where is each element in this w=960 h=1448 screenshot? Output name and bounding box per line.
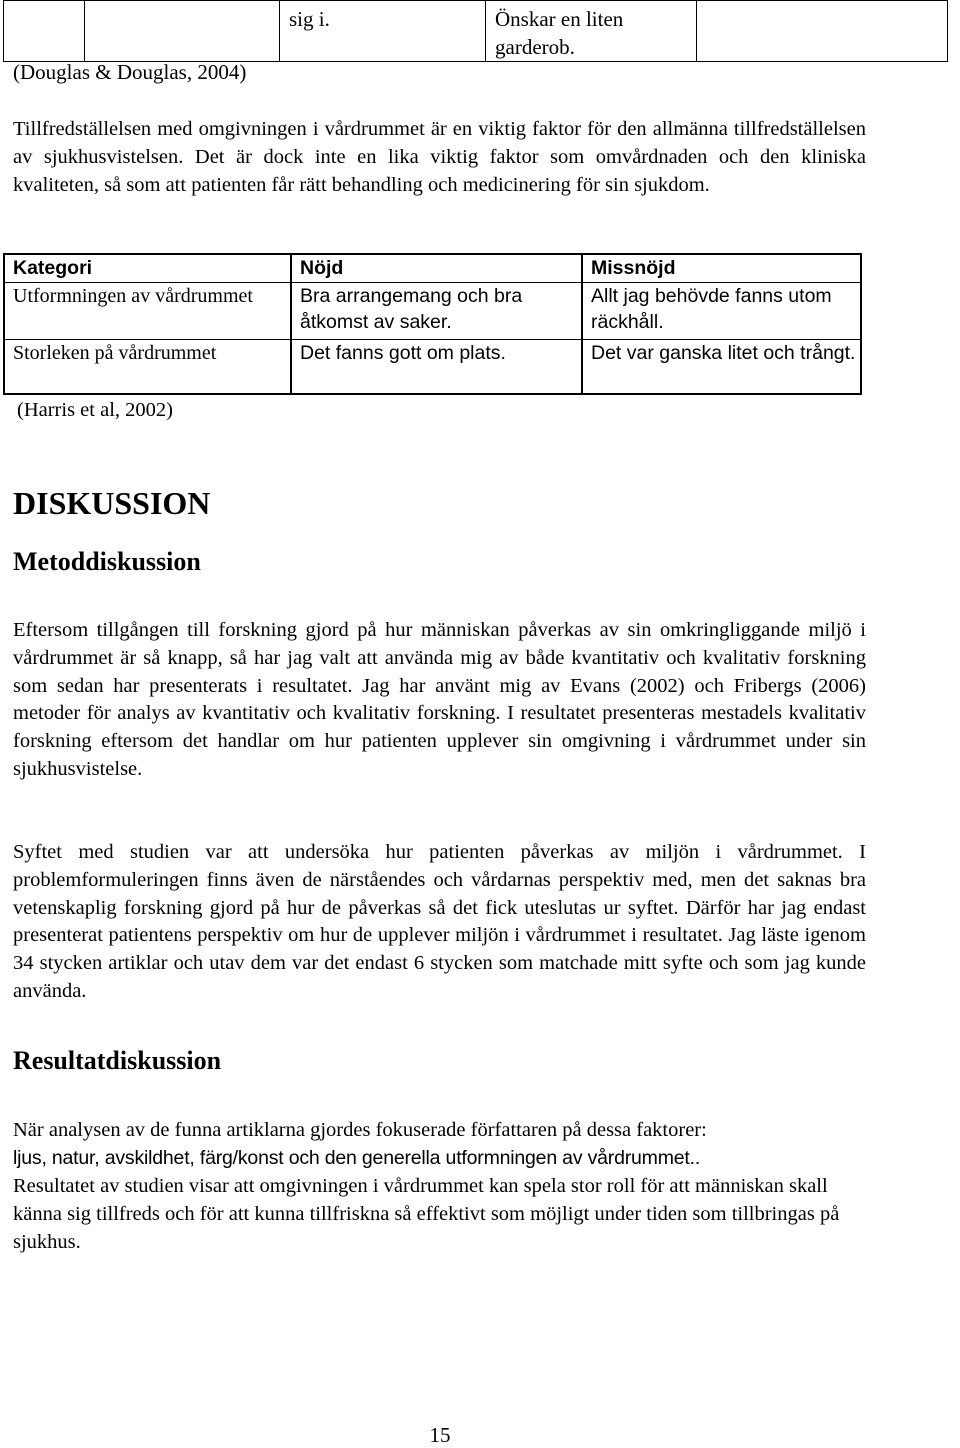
category-table (3, 253, 862, 395)
table-header-row (4, 254, 861, 283)
section-heading: DISKUSSION (13, 485, 211, 521)
body-paragraph: Resultatet av studien visar att omgivningen i vårdrummet kan spela stor roll för att människan skall känna sig tillfreds och för att kunna tillfriskna så effektivt som möjligt under tiden som tillbringas på sjukhus. (13, 1175, 840, 1253)
table-row (4, 1, 948, 62)
citation: (Harris et al, 2002) (17, 399, 173, 421)
table-cell: Det fanns gott om plats. (291, 340, 582, 395)
body-paragraph: När analysen av de funna artiklarna gjordes fokuserade författaren på dessa faktorer: (13, 1119, 707, 1141)
table-cell: Storleken på vårdrummet (4, 340, 291, 395)
body-paragraph: Tillfredställelsen med omgivningen i vårdrummet är en viktig faktor för den allmänna tillfredställelsen av sjukhusvistelsen. Det är dock inte en lika viktig faktor som omvårdnaden och den kliniska kvaliteten, så som att patienten får rätt behandling och medicinering för sin sjukdom. (13, 118, 866, 196)
factor-list: ljus, natur, avskildhet, färg/konst och den generella utformningen av vårdrummet.. (13, 1147, 701, 1169)
subsection-heading: Resultatdiskussion (13, 1046, 222, 1075)
table-cell: Utformningen av vårdrummet (4, 283, 291, 340)
table-cell (697, 1, 948, 62)
table-cell: sig i. (280, 1, 486, 62)
table-cell: Bra arrangemang och bra åtkomst av saker. (291, 283, 582, 340)
table-row (4, 283, 861, 340)
continued-table (3, 0, 948, 62)
table-cell: Önskar en liten garderob. (486, 1, 697, 62)
table-cell: Det var ganska litet och trångt. (582, 340, 861, 395)
body-paragraph: Syftet med studien var att undersöka hur patienten påverkas av miljön i vårdrummet. I problemformuleringen finns även de närståendes och vårdarnas perspektiv med, men det saknas bra vetenskaplig forskning gjord på hur de påverkas så det fick uteslutas ur syftet. Därför har jag endast presenterat patientens perspektiv om hur de upplever miljön i vårdrummet i resultatet. Jag läste igenom 34 stycken artiklar och utav dem var det endast 6 stycken som matchade mitt syfte och som jag kunde använda. (13, 841, 866, 1002)
table-row (4, 340, 861, 395)
table-header-cell: Nöjd (291, 254, 582, 283)
table-cell (85, 1, 280, 62)
page-number: 15 (429, 1423, 451, 1447)
citation: (Douglas & Douglas, 2004) (13, 60, 247, 84)
table-header-cell: Missnöjd (582, 254, 861, 283)
body-paragraph: Eftersom tillgången till forskning gjord på hur människan påverkas av sin omkringliggande miljö i vårdrummet är så knapp, så har jag valt att använda mig av både kvantitativ och kvalitativ forskning som sedan har presenterats i resultatet. Jag har använt mig av Evans (2002) och Fribergs (2006) metoder för analys av kvantitativ och kvalitativ forskning. I resultatet presenteras mestadels kvalitativ forskning eftersom det handlar om hur patienten upplever sin omgivning i vårdrummet under sin sjukhusvistelse. (13, 619, 866, 780)
table-cell: Allt jag behövde fanns utom räckhåll. (582, 283, 861, 340)
table-header-cell: Kategori (4, 254, 291, 283)
table-cell (4, 1, 85, 62)
subsection-heading: Metoddiskussion (13, 547, 201, 576)
